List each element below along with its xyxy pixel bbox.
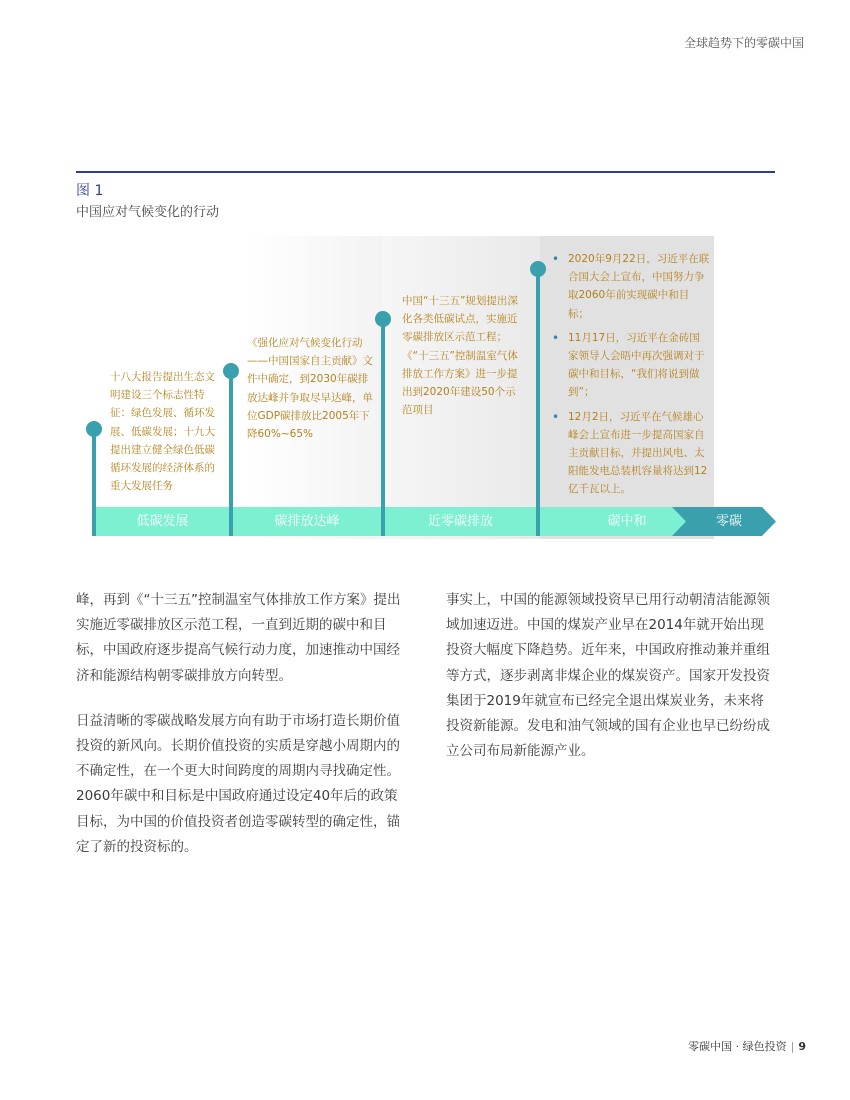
stage-bar [76,507,776,536]
milestone-list-item [548,408,710,499]
page-number: 9 [798,1040,806,1053]
figure-top-rule [76,171,775,173]
body-column-right [446,588,772,784]
milestone-text: 《强化应对气候变化行动——中国国家自主贡献》文件中确定，到2030年碳排放达峰并争取尽早达峰，单位GDP碳排放比2005年下降60%~65% [247,337,373,441]
milestone-item-text: 11月17日，习近平在金砖国家领导人会晤中再次强调对于碳中和目标，“我们将说到做到”； [568,331,705,399]
stage-zero-carbon: 零碳 [715,514,742,529]
stage-emission-peak: 碳排放达峰 [233,507,381,536]
milestone-dot [375,311,391,327]
footer-separator: | [790,1040,795,1053]
milestone-dot [86,421,102,437]
milestone-list-item [548,329,710,402]
bullet-icon: • [552,330,560,345]
milestone-dot [223,363,239,379]
figure-title: 中国应对气候变化的行动 [76,205,220,220]
milestone-text: 中国“十三五”规划提出深化各类低碳试点，实施近零碳排放区示范工程；《“十三五”控制温室气体排放工作方案》进一步提出到2020年建设50个示范项目 [402,295,518,417]
milestone-stem [536,269,540,536]
stage-low-carbon: 低碳发展 [96,507,229,536]
footer-publication: 零碳中国 · 绿色投资 [688,1040,787,1053]
milestone-item-text: 2020年9月22日，习近平在联合国大会上宣布，中国努力争取2060年前实现碳中和目标； [568,253,710,320]
milestone-item-text: 12月2日，习近平在气候雄心峰会上宣布进一步提高国家自主贡献目标，并提出风电、太阳能发电总装机容量将达到12亿千瓦以上。 [568,410,708,496]
milestone-list [548,250,710,505]
body-paragraph: 峰，再到《“十三五”控制温室气体排放工作方案》提出实施近零碳排放区示范工程，一直到近期的碳中和目标，中国政府逐步提高气候行动力度，加速推动中国经济和能源结构朝零碳排放方向转型。 [76,592,401,684]
stage-carbon-neutral: 碳中和 [540,507,714,536]
milestone-stem [381,319,385,536]
figure-label: 图 1 [76,183,104,199]
body-paragraph: 日益清晰的零碳战略发展方向有助于市场打造长期价值投资的新风向。长期价值投资的实质是穿越小周期内的不确定性，在一个更大时间跨度的周期内寻找确定性。2060年碳中和目标是中国政府通过设定40年后的政策目标，为中国的价值投资者创造零碳转型的确定性，锚定了新的投资标的。 [76,712,400,855]
body-column-left [76,588,402,880]
stage-near-zero: 近零碳排放 [385,507,536,536]
bullet-icon: • [552,252,560,266]
running-header: 全球趋势下的零碳中国 [683,36,804,50]
timeline-figure [76,236,776,539]
milestone-list-item [548,250,710,323]
page-footer [688,1038,806,1054]
milestone-dot [530,261,546,277]
body-paragraph: 事实上，中国的能源领域投资早已用行动朝清洁能源领域加速迈进。中国的煤炭产业早在2014年就开始出现投资大幅度下降趋势。近年来，中国政府推动兼并重组等方式，逐步剥离非煤企业的煤炭资产。国家开发投资集团于2019年就宣布已经完全退出煤炭业务，未来将投资新能源。发电和油气领域的国有企业也早已纷纷成立公司布局新能源产业。 [446,592,770,760]
bullet-icon: • [552,409,560,424]
milestone-text: 十八大报告提出生态文明建设三个标志性特征：绿色发展、循环发展、低碳发展；十九大提出建立健全绿色低碳循环发展的经济体系的重大发展任务 [110,371,215,493]
